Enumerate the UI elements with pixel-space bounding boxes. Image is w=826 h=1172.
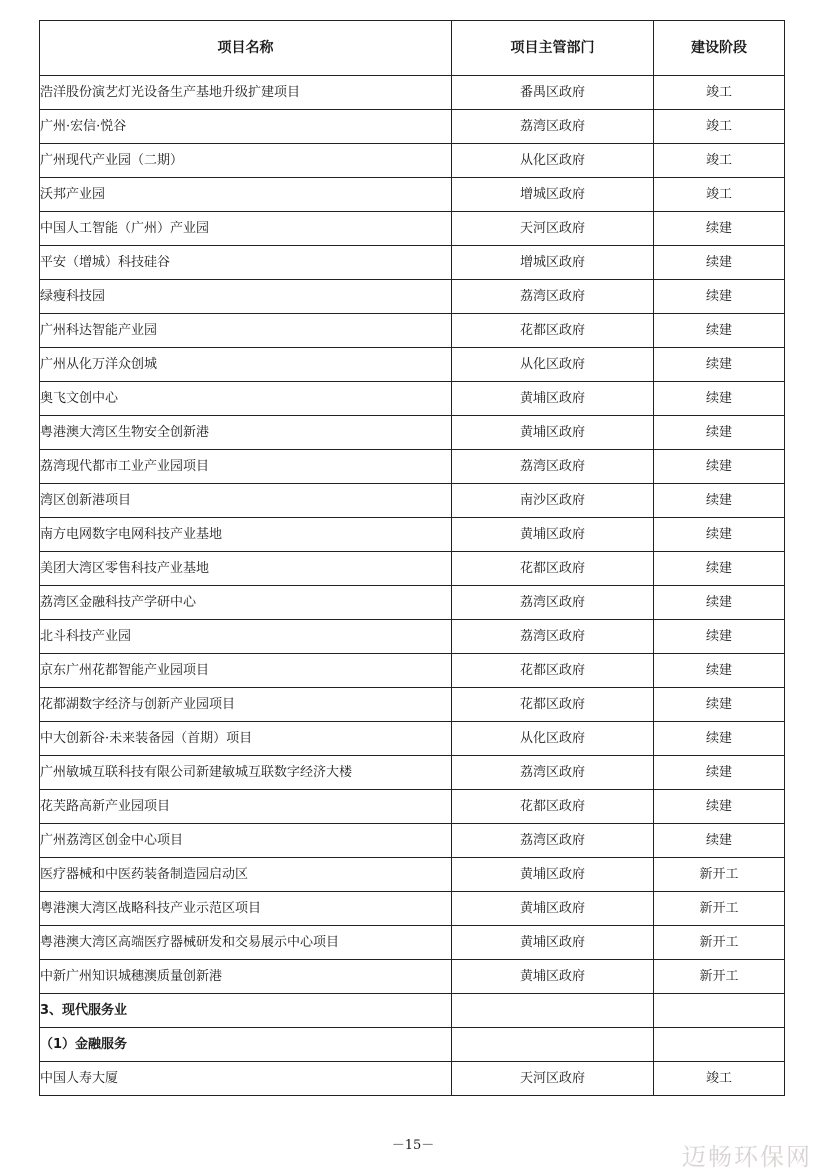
header-row [40, 21, 785, 76]
project-name-cell: 广州现代产业园（二期） [40, 144, 452, 178]
project-name-cell: 中国人寿大厦 [40, 1062, 452, 1096]
table-row [40, 586, 785, 620]
section-heading-row [40, 994, 785, 1028]
table-row [40, 960, 785, 994]
stage-cell: 续建 [654, 620, 785, 654]
watermark: 迈畅环保网 [682, 1143, 812, 1171]
project-table [39, 20, 785, 1096]
department-cell: 增城区政府 [452, 246, 654, 280]
department-cell: 黄埔区政府 [452, 382, 654, 416]
stage-cell: 竣工 [654, 110, 785, 144]
project-name-cell: 湾区创新港项目 [40, 484, 452, 518]
department-cell: 花都区政府 [452, 688, 654, 722]
department-cell: 荔湾区政府 [452, 586, 654, 620]
table-row [40, 756, 785, 790]
department-cell: 花都区政府 [452, 552, 654, 586]
table-row [40, 1062, 785, 1096]
stage-cell: 续建 [654, 484, 785, 518]
project-name-cell: 广州荔湾区创金中心项目 [40, 824, 452, 858]
stage-cell: 新开工 [654, 892, 785, 926]
department-cell: 天河区政府 [452, 1062, 654, 1096]
project-name-cell: 粤港澳大湾区生物安全创新港 [40, 416, 452, 450]
department-cell: 花都区政府 [452, 654, 654, 688]
table-row [40, 620, 785, 654]
stage-cell: 续建 [654, 654, 785, 688]
table-row [40, 348, 785, 382]
table-row [40, 246, 785, 280]
project-name-cell: 南方电网数字电网科技产业基地 [40, 518, 452, 552]
department-cell: 荔湾区政府 [452, 450, 654, 484]
project-name-cell: 京东广州花都智能产业园项目 [40, 654, 452, 688]
department-cell: 黄埔区政府 [452, 892, 654, 926]
table-row [40, 654, 785, 688]
project-name-cell: 广州敏城互联科技有限公司新建敏城互联数字经济大楼 [40, 756, 452, 790]
project-name-cell: 平安（增城）科技硅谷 [40, 246, 452, 280]
stage-cell: 续建 [654, 518, 785, 552]
table-row [40, 892, 785, 926]
department-cell: 从化区政府 [452, 144, 654, 178]
header-stage: 建设阶段 [654, 21, 785, 76]
department-cell: 番禺区政府 [452, 76, 654, 110]
department-cell: 黄埔区政府 [452, 858, 654, 892]
department-cell: 荔湾区政府 [452, 280, 654, 314]
department-cell: 黄埔区政府 [452, 416, 654, 450]
project-name-cell: 北斗科技产业园 [40, 620, 452, 654]
project-name-cell: 粤港澳大湾区高端医疗器械研发和交易展示中心项目 [40, 926, 452, 960]
empty-cell [654, 994, 785, 1028]
department-cell: 增城区政府 [452, 178, 654, 212]
project-name-cell: 医疗器械和中医药装备制造园启动区 [40, 858, 452, 892]
stage-cell: 竣工 [654, 144, 785, 178]
department-cell: 荔湾区政府 [452, 110, 654, 144]
table-row [40, 416, 785, 450]
stage-cell: 竣工 [654, 1062, 785, 1096]
department-cell: 黄埔区政府 [452, 926, 654, 960]
stage-cell: 新开工 [654, 960, 785, 994]
stage-cell: 续建 [654, 756, 785, 790]
table-row [40, 110, 785, 144]
department-cell: 南沙区政府 [452, 484, 654, 518]
project-name-cell: 广州从化万洋众创城 [40, 348, 452, 382]
table-row [40, 858, 785, 892]
department-cell: 花都区政府 [452, 314, 654, 348]
stage-cell: 新开工 [654, 926, 785, 960]
stage-cell: 续建 [654, 212, 785, 246]
table-row [40, 76, 785, 110]
section-heading: 3、现代服务业 [40, 994, 452, 1028]
project-name-cell: 花都湖数字经济与创新产业园项目 [40, 688, 452, 722]
project-name-cell: 美团大湾区零售科技产业基地 [40, 552, 452, 586]
page-number: －15－ [391, 1138, 435, 1153]
stage-cell: 续建 [654, 246, 785, 280]
empty-cell [452, 1028, 654, 1062]
stage-cell: 续建 [654, 314, 785, 348]
project-name-cell: 中新广州知识城穗澳质量创新港 [40, 960, 452, 994]
project-name-cell: 奥飞文创中心 [40, 382, 452, 416]
stage-cell: 续建 [654, 280, 785, 314]
stage-cell: 续建 [654, 722, 785, 756]
project-name-cell: 荔湾现代都市工业产业园项目 [40, 450, 452, 484]
table-row [40, 484, 785, 518]
stage-cell: 续建 [654, 688, 785, 722]
table-row [40, 926, 785, 960]
table-row [40, 212, 785, 246]
header-project-name: 项目名称 [40, 21, 452, 76]
department-cell: 天河区政府 [452, 212, 654, 246]
project-name-cell: 广州·宏信·悦谷 [40, 110, 452, 144]
department-cell: 黄埔区政府 [452, 518, 654, 552]
project-name-cell: 中大创新谷·未来装备园（首期）项目 [40, 722, 452, 756]
project-name-cell: 花芙路高新产业园项目 [40, 790, 452, 824]
table-row [40, 178, 785, 212]
stage-cell: 续建 [654, 790, 785, 824]
stage-cell: 续建 [654, 348, 785, 382]
empty-cell [452, 994, 654, 1028]
stage-cell: 续建 [654, 586, 785, 620]
header-department: 项目主管部门 [452, 21, 654, 76]
project-name-cell: 浩洋股份演艺灯光设备生产基地升级扩建项目 [40, 76, 452, 110]
empty-cell [654, 1028, 785, 1062]
table-row [40, 688, 785, 722]
department-cell: 从化区政府 [452, 722, 654, 756]
table-row [40, 552, 785, 586]
project-name-cell: 绿瘦科技园 [40, 280, 452, 314]
stage-cell: 续建 [654, 416, 785, 450]
stage-cell: 续建 [654, 552, 785, 586]
table-row [40, 144, 785, 178]
table-row [40, 518, 785, 552]
department-cell: 荔湾区政府 [452, 756, 654, 790]
department-cell: 花都区政府 [452, 790, 654, 824]
stage-cell: 续建 [654, 450, 785, 484]
project-name-cell: 荔湾区金融科技产学研中心 [40, 586, 452, 620]
table-row [40, 314, 785, 348]
subsection-heading-row [40, 1028, 785, 1062]
stage-cell: 竣工 [654, 76, 785, 110]
stage-cell: 新开工 [654, 858, 785, 892]
table-row [40, 450, 785, 484]
department-cell: 荔湾区政府 [452, 620, 654, 654]
subsection-heading: （1）金融服务 [40, 1028, 452, 1062]
table-row [40, 280, 785, 314]
table-row [40, 790, 785, 824]
project-name-cell: 沃邦产业园 [40, 178, 452, 212]
table-row [40, 722, 785, 756]
stage-cell: 续建 [654, 382, 785, 416]
project-name-cell: 中国人工智能（广州）产业园 [40, 212, 452, 246]
project-name-cell: 粤港澳大湾区战略科技产业示范区项目 [40, 892, 452, 926]
project-name-cell: 广州科达智能产业园 [40, 314, 452, 348]
table-row [40, 382, 785, 416]
table-row [40, 824, 785, 858]
department-cell: 荔湾区政府 [452, 824, 654, 858]
table-body [40, 76, 785, 1096]
department-cell: 从化区政府 [452, 348, 654, 382]
stage-cell: 续建 [654, 824, 785, 858]
department-cell: 黄埔区政府 [452, 960, 654, 994]
stage-cell: 竣工 [654, 178, 785, 212]
